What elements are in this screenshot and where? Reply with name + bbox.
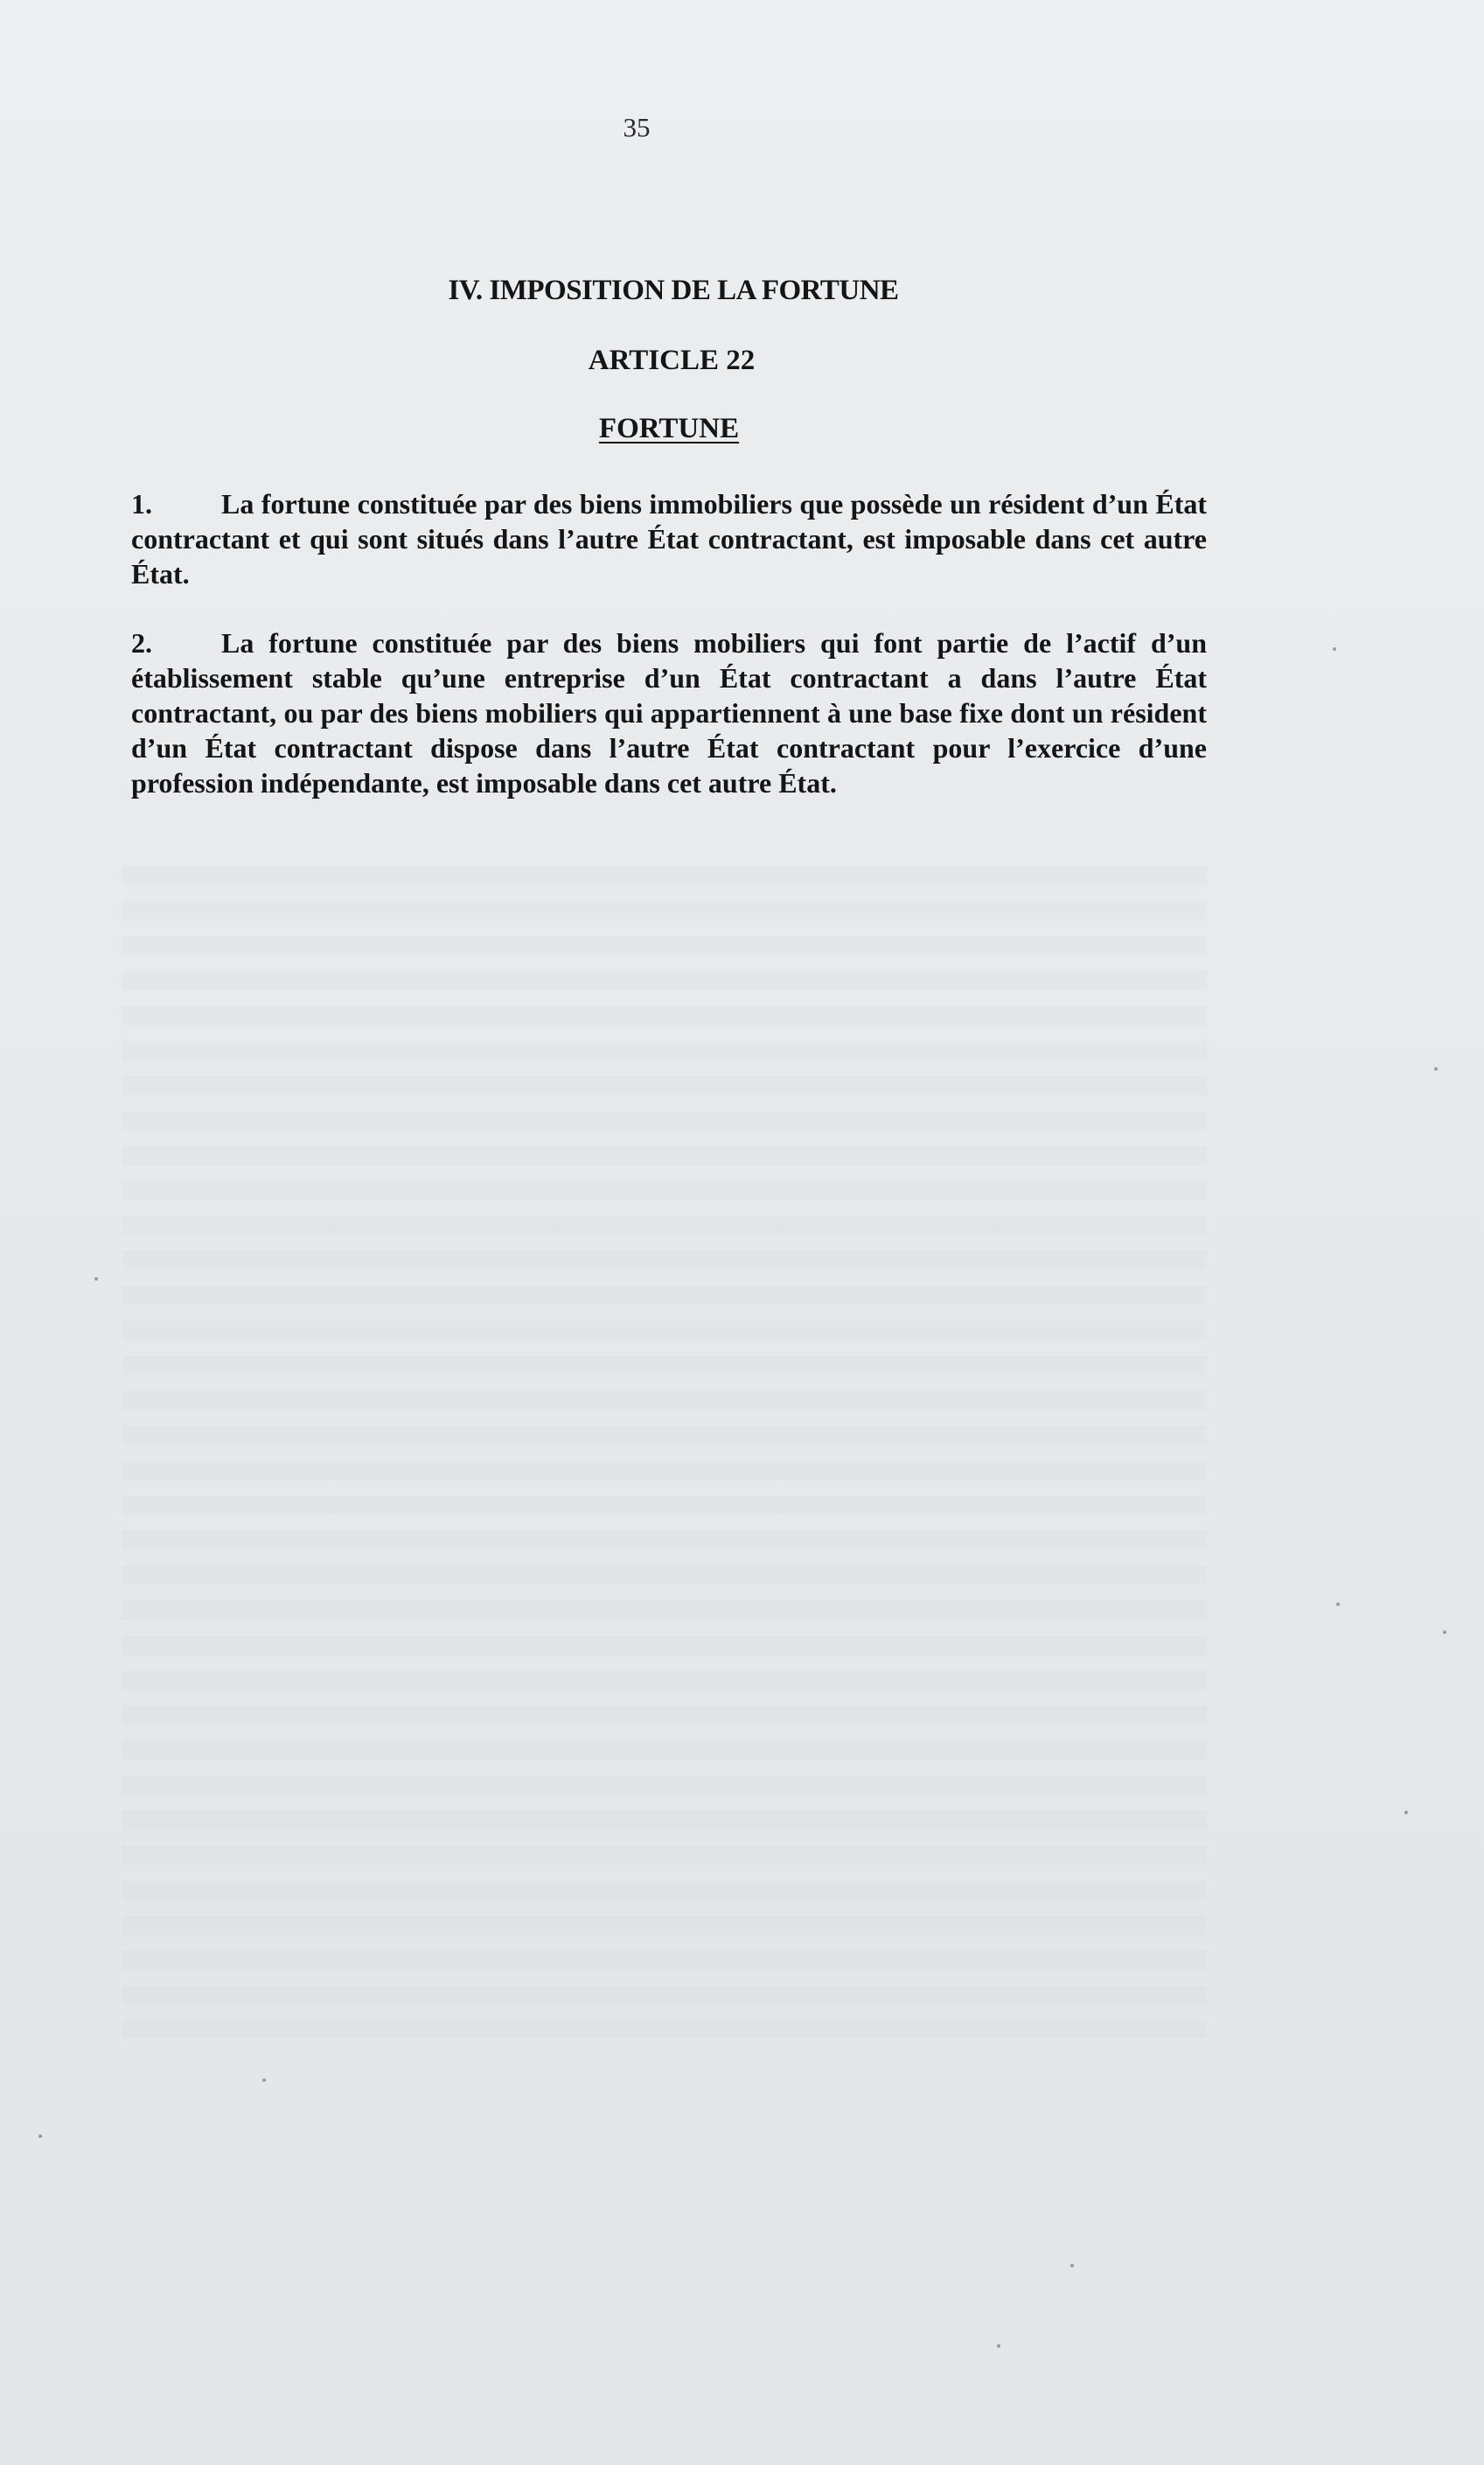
bleed-through-band — [122, 866, 1207, 2038]
paragraph-1-text: La fortune constituée par des biens immobiliers que possède un résident d’un État contractant et qui sont situés dans l’autre État contractant, est imposable dans cet autre État. — [131, 488, 1207, 590]
section-title: IV. IMPOSITION DE LA FORTUNE — [448, 275, 899, 306]
dust-speck — [94, 1277, 98, 1281]
paragraph-2-number: 2. — [131, 627, 152, 659]
page-number: 35 — [623, 112, 651, 143]
dust-speck — [1336, 1603, 1340, 1606]
dust-speck — [1404, 1811, 1408, 1814]
dust-speck — [38, 2134, 42, 2138]
paragraph-2 — [131, 625, 1207, 800]
paragraph-1-number: 1. — [131, 488, 152, 520]
dust-speck — [997, 2344, 1000, 2348]
dust-speck — [1333, 647, 1336, 651]
dust-speck — [1434, 1067, 1438, 1071]
dust-speck — [1070, 2264, 1074, 2267]
paragraph-1 — [131, 486, 1207, 591]
article-title: ARTICLE 22 — [588, 345, 756, 376]
paragraph-2-text: La fortune constituée par des biens mobiliers qui font partie de l’actif d’un établissement stable qu’une entreprise d’un État contractant a dans l’autre État contractant, ou par des biens mobiliers qui appartiennent à une base fixe dont un résident d’un État contractant dispose dans l’autre État contractant pour l’exercice d’une profession indépendante, est imposable dans cet autre État. — [131, 627, 1207, 799]
dust-speck — [1443, 1631, 1446, 1634]
article-subject-heading: FORTUNE — [598, 413, 740, 444]
dust-speck — [262, 2078, 266, 2082]
